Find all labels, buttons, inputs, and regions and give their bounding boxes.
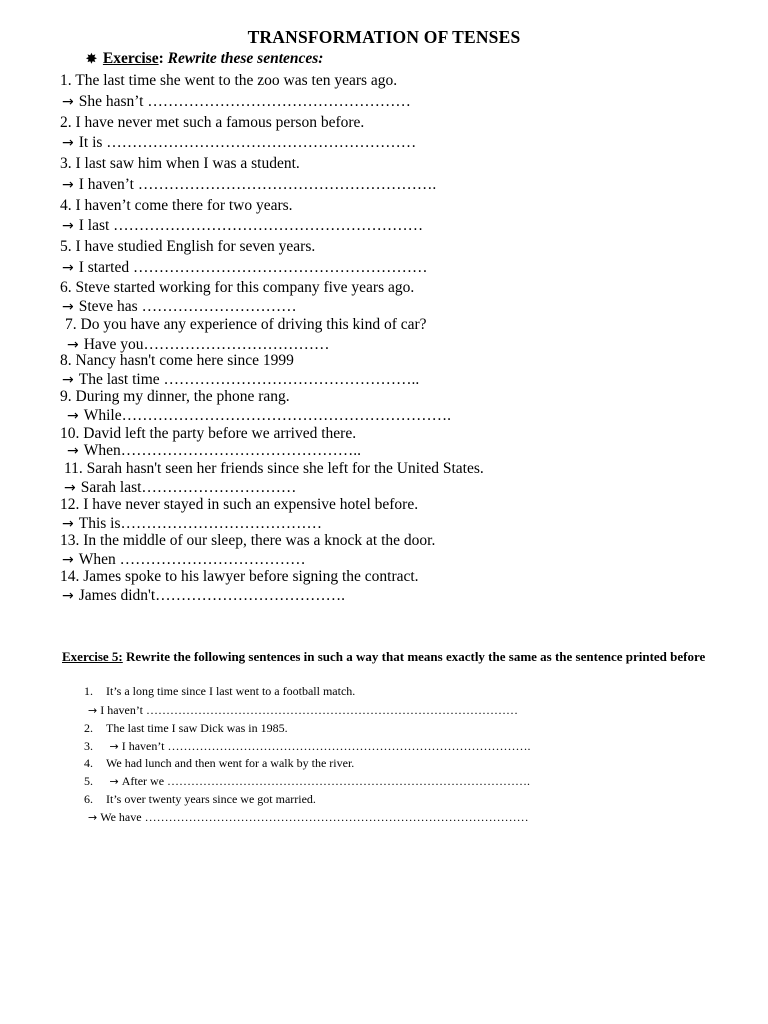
question-13: 13. In the middle of our sleep, there was a knock at the door. xyxy=(60,532,436,549)
right-arrow-icon: → xyxy=(106,775,119,788)
right-arrow-icon: → xyxy=(62,299,74,315)
answer-line-9 xyxy=(67,407,451,425)
exercise5-text: After we ………………………………………………………………………………. xyxy=(121,774,531,788)
exercise5-line-6 xyxy=(84,773,530,790)
right-arrow-icon: → xyxy=(88,704,98,717)
exercise5-text: It’s over twenty years since we got married. xyxy=(106,792,316,806)
answer-line-1 xyxy=(62,93,411,111)
exercise5-instruction: Rewrite the following sentences in such a way that means exactly the same as the sentence printed before xyxy=(126,649,706,664)
answer-line-2 xyxy=(62,134,416,152)
exercise5-text: I haven’t ………………………………………………………………………………. xyxy=(121,739,531,753)
answer-prompt: When……………………………………….. xyxy=(83,442,361,459)
exercise-heading xyxy=(86,50,323,68)
answer-prompt: Steve has ………………………… xyxy=(78,298,297,315)
exercise5-text: I haven’t ………………………………………………………………………………… xyxy=(100,703,518,717)
answer-prompt: I haven’t …………………………………………………. xyxy=(78,176,437,193)
answer-line-4 xyxy=(62,217,423,235)
question-2: 2. I have never met such a famous person before. xyxy=(60,114,365,131)
right-arrow-icon: → xyxy=(62,94,74,110)
exercise5-line-8 xyxy=(84,809,529,826)
answer-prompt: The last time ………………………………………….. xyxy=(78,371,420,388)
question-10: 10. David left the party before we arrived there. xyxy=(60,425,357,442)
answer-line-14 xyxy=(62,587,345,605)
page-title: TRANSFORMATION OF TENSES xyxy=(247,27,521,47)
answer-line-12 xyxy=(62,515,322,533)
exercise5-line-1 xyxy=(84,683,355,699)
exercise5-text: We have …………………………………………………………………………………… xyxy=(100,810,529,824)
right-arrow-icon: → xyxy=(62,372,74,388)
answer-prompt: While………………………………………………………. xyxy=(83,407,451,424)
exercise-instruction: Rewrite these sentences: xyxy=(167,50,324,67)
answer-line-5 xyxy=(62,259,427,277)
answer-line-6 xyxy=(62,298,297,316)
exercise5-line-4 xyxy=(84,738,530,755)
exercise5-line-5 xyxy=(84,755,354,771)
right-arrow-icon: → xyxy=(62,218,74,234)
right-arrow-icon: → xyxy=(62,260,74,276)
right-arrow-icon: → xyxy=(106,740,119,753)
question-3: 3. I last saw him when I was a student. xyxy=(60,155,300,172)
question-8: 8. Nancy hasn't come here since 1999 xyxy=(60,352,294,369)
line-number: 4. xyxy=(84,756,93,770)
answer-line-8 xyxy=(62,371,419,389)
question-9: 9. During my dinner, the phone rang. xyxy=(60,388,290,405)
question-1: 1. The last time she went to the zoo was ten years ago. xyxy=(60,72,398,89)
question-6: 6. Steve started working for this company five years ago. xyxy=(60,279,415,296)
answer-prompt: I started ………………………………………………… xyxy=(78,259,428,276)
line-number: 1. xyxy=(84,684,93,698)
answer-prompt: This is………………………………… xyxy=(78,515,323,532)
exercise5-heading xyxy=(62,648,706,665)
star-bullet-icon: ✸ xyxy=(86,51,97,66)
answer-prompt: She hasn’t …………………………………………… xyxy=(78,93,411,110)
right-arrow-icon: → xyxy=(62,552,74,568)
answer-prompt: Have you……………………………… xyxy=(83,336,330,353)
exercise5-text: The last time I saw Dick was in 1985. xyxy=(106,721,288,735)
answer-prompt: It is …………………………………………………… xyxy=(78,134,417,151)
answer-line-13 xyxy=(62,551,306,569)
answer-prompt: I last …………………………………………………… xyxy=(78,217,424,234)
question-12: 12. I have never stayed in such an expensive hotel before. xyxy=(60,496,419,513)
right-arrow-icon: → xyxy=(62,516,74,532)
exercise5-label: Exercise 5: xyxy=(62,649,123,664)
answer-prompt: When ……………………………… xyxy=(78,551,306,568)
right-arrow-icon: → xyxy=(62,177,74,193)
question-5: 5. I have studied English for seven years. xyxy=(60,238,316,255)
question-11: 11. Sarah hasn't seen her friends since she left for the United States. xyxy=(64,460,484,477)
exercise5-text: It’s a long time since I last went to a football match. xyxy=(106,684,356,698)
exercise5-line-2 xyxy=(84,702,518,719)
answer-line-10 xyxy=(67,442,361,460)
exercise-label: Exercise xyxy=(102,50,159,67)
exercise-colon: : xyxy=(158,50,164,67)
exercise5-line-3 xyxy=(84,720,288,736)
right-arrow-icon: → xyxy=(62,135,74,151)
right-arrow-icon: → xyxy=(67,337,79,353)
line-number: 6. xyxy=(84,792,93,806)
exercise5-line-7 xyxy=(84,791,316,807)
question-14: 14. James spoke to his lawyer before signing the contract. xyxy=(60,568,419,585)
right-arrow-icon: → xyxy=(64,480,76,496)
answer-prompt: James didn't………………………………. xyxy=(78,587,346,604)
line-number: 2. xyxy=(84,721,93,735)
answer-line-11 xyxy=(64,479,296,497)
right-arrow-icon: → xyxy=(88,811,98,824)
question-7: 7. Do you have any experience of driving this kind of car? xyxy=(65,316,427,333)
right-arrow-icon: → xyxy=(67,408,79,424)
exercise5-text: We had lunch and then went for a walk by the river. xyxy=(106,756,355,770)
right-arrow-icon: → xyxy=(62,588,74,604)
answer-prompt: Sarah last………………………… xyxy=(80,479,297,496)
question-4: 4. I haven’t come there for two years. xyxy=(60,197,293,214)
line-number: 5. xyxy=(84,774,93,788)
answer-line-3 xyxy=(62,176,436,194)
line-number: 3. xyxy=(84,739,93,753)
right-arrow-icon: → xyxy=(67,443,79,459)
